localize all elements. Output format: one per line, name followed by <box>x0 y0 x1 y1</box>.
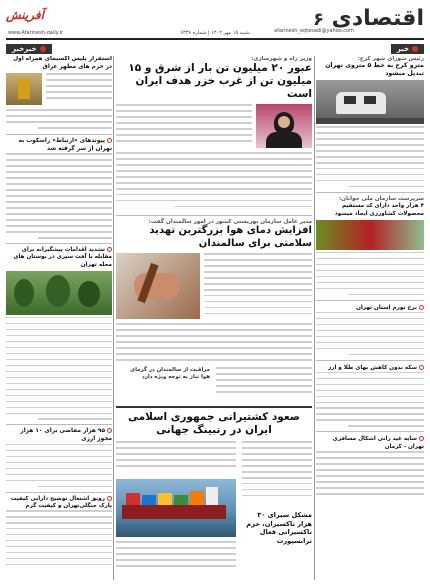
masthead-title: اقتصادی <box>331 6 424 31</box>
article-body <box>116 541 236 571</box>
pull-quote: مراقبت از سالمندان در گرمای هوا نیاز به توجه ویژه دارد <box>130 367 210 380</box>
article-kicker: رئیس شورای شهر کرج: <box>357 56 424 62</box>
article-headline: ۴ هزار واحد دارای کد مستقیم محصولات کشاورزی ایجاد میشود <box>334 202 424 217</box>
article-headline: استقرار پلیس اکسیمای همراه اول در حرم های مطهر عراق <box>13 56 112 70</box>
article-body <box>316 372 424 427</box>
article-body <box>116 323 312 365</box>
marker-icon <box>107 138 112 143</box>
minister-photo <box>256 104 312 148</box>
left-column <box>6 56 112 580</box>
article-headline: مترو کرج به خط ۵ متروی تهران تبدیل میشود <box>325 62 424 77</box>
right-column <box>316 56 424 580</box>
dot-icon <box>40 46 46 52</box>
article-body <box>216 367 312 397</box>
article-headline: سکه بدون کاهش بهای طلا و ارز <box>316 364 424 372</box>
article-body <box>6 444 112 487</box>
main-headline: عبور ۲۰ میلیون تن بار از شرق و ۱۵ میلیون تن از غرب خزر هدف ایران است <box>128 62 312 100</box>
article-headline: تشدید اقدامات پیشگیرانه برای مقابله با آفت سیری در بوستان های محله تهران <box>13 247 112 268</box>
issue-line: شنبه ۱۵ مهر ۱۴۰۲ | شماره ۶۳۳۸ <box>180 30 250 36</box>
article-body <box>116 104 252 146</box>
article-body <box>316 126 424 187</box>
column-divider <box>314 56 315 580</box>
section-tab-news <box>391 44 424 54</box>
cargo-ship-photo <box>116 479 236 537</box>
secondary-headline: مشکل سیرای ۳۰ هزار تاکسیران، حزم تاکسیرانی فعال ترانسپورت <box>246 511 312 545</box>
park-trees-photo <box>6 271 112 315</box>
article-body <box>242 441 312 501</box>
section-tab-label: خبرخبر <box>12 45 37 53</box>
dot-icon <box>412 46 418 52</box>
article-body <box>6 510 112 565</box>
main-headline: صعود کشتیرانی جمهوری اسلامی ایران در رتبینگ جهانی <box>128 411 300 436</box>
masthead <box>6 6 424 40</box>
vegetables-photo <box>316 220 424 250</box>
article-headline: ۹۵ هزار مقاضی برای ۱۰ هزار مجوز ارزی <box>20 428 112 443</box>
marker-icon <box>419 365 424 370</box>
page-number: ۶ <box>313 9 324 30</box>
metro-train-photo <box>316 80 424 124</box>
marker-icon <box>419 436 424 441</box>
article-body <box>316 252 424 295</box>
marker-icon <box>107 496 112 501</box>
elderly-hands-photo <box>116 253 200 319</box>
article-body <box>46 73 112 103</box>
article-body <box>116 441 236 471</box>
center-column <box>116 56 312 580</box>
marker-icon <box>107 247 112 252</box>
article-body <box>204 253 312 319</box>
email-address: afarinesh_eqtesadi@yahoo.com <box>274 28 354 34</box>
article-headline: سایه عید رانی اشکال مسافری تهران - کرمان <box>332 436 424 451</box>
article-headline: رونق اشتغال توضیح دارایی کیفیت پارک جنگلی‌تهران و کیفیت گرم <box>10 495 112 509</box>
article-body <box>316 312 424 355</box>
article-body <box>6 153 112 238</box>
main-headline: افزایش دمای هوا بزرگترین تهدید سلامتی برای سالمندان <box>149 225 312 249</box>
article-kicker: مدیر عامل سازمان بهزیستی کشور در امور سالمندان گفت: <box>148 219 312 225</box>
article-body <box>6 317 112 420</box>
article-headline: پیوندهای «ارتباط» زاسکوب به تهران از سر گرفته شد <box>18 138 112 152</box>
section-tab-news-left <box>6 44 52 54</box>
section-tab-label: خبر <box>396 45 409 53</box>
column-divider <box>113 56 114 580</box>
website-url: www.Afarinesh-daily.ir <box>8 30 64 36</box>
article-kicker: سرپرست سازمان ملی جوانان: <box>338 195 424 202</box>
marker-icon <box>107 428 112 433</box>
marker-icon <box>419 305 424 310</box>
article-kicker: وزیر راه و شهرسازی: <box>251 56 312 62</box>
article-headline: نرخ تورم استان تهران <box>316 304 424 312</box>
article-body <box>6 109 112 133</box>
article-body <box>316 451 424 494</box>
brand-logo: آفرینش <box>6 8 44 22</box>
article-body <box>116 152 312 212</box>
shrine-photo <box>6 73 42 105</box>
